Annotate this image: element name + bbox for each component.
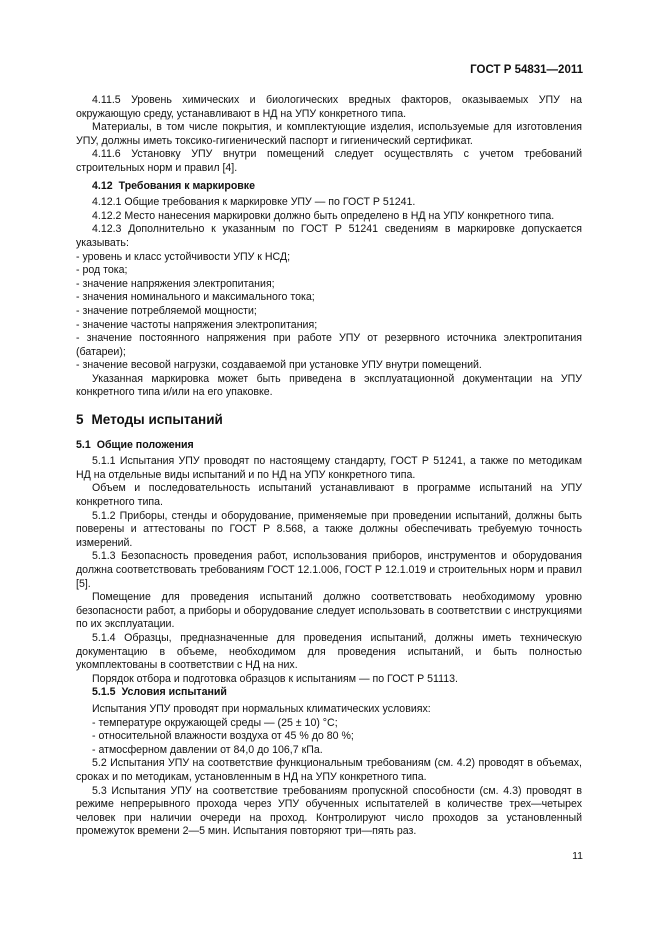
list-item: - относительной влажности воздуха от 45 % до 80 %;	[92, 730, 354, 743]
section-number: 4.12	[92, 179, 113, 192]
section-heading-4-12	[76, 180, 582, 194]
section-heading-5-1-5	[76, 686, 582, 700]
list-item: - температуре окружающей среды — (25 ± 10) °С;	[92, 716, 338, 729]
paragraph-5-1-4-b: Порядок отбора и подготовка образцов к испытаниям — по ГОСТ Р 51113.	[92, 672, 458, 685]
list-item: - значение частоты напряжения электропитания;	[76, 318, 318, 331]
document-header: ГОСТ Р 54831—2011	[470, 64, 583, 76]
section-number: 5.1	[76, 438, 91, 451]
section-title: Требования к маркировке	[118, 179, 255, 192]
paragraph-conditions-intro: Испытания УПУ проводят при нормальных климатических условиях:	[92, 702, 431, 715]
paragraph-4-12-1: 4.12.1 Общие требования к маркировке УПУ — по ГОСТ Р 51241.	[92, 196, 416, 209]
list-item: - значение потребляемой мощности;	[76, 304, 257, 317]
page-number: 11	[572, 850, 583, 862]
paragraph-4-11-6: 4.11.6 Установку УПУ внутри помещений следует осуществлять с учетом требований строительных норм и правил [4].	[76, 148, 582, 174]
paragraph-materials: Материалы, в том числе покрытия, и комплектующие изделия, используемые для изготовления УПУ, должны иметь токсико-гигиенический паспорт и гигиенический сертификат.	[76, 121, 582, 147]
paragraph-5-3: 5.3 Испытания УПУ на соответствие требованиям пропускной способности (см. 4.3) проводят в режиме непрерывного прохода через УПУ обученных испытателей в количестве трех—четырех человек при наличии очереди на проход. Контролируют число проходов за установленный промежуток времени 2—5 мин. Испытания повторяют три—пять раз.	[76, 784, 582, 838]
list-item: - род тока;	[76, 264, 128, 277]
chapter-title: Методы испытаний	[91, 412, 223, 428]
list-item: - значение весовой нагрузки, создаваемой при установке УПУ внутри помещений.	[76, 359, 482, 372]
paragraph-marking-note: Указанная маркировка может быть приведена в эксплуатационной документации на УПУ конкретного типа и/или на его упаковке.	[76, 372, 582, 399]
paragraph-4-12-2: 4.12.2 Место нанесения маркировки должно быть определено в НД на УПУ конкретного типа.	[92, 209, 555, 222]
list-item: - уровень и класс устойчивости УПУ к НСД;	[76, 250, 291, 263]
section-title: Общие положения	[96, 438, 194, 451]
paragraph-5-1-2: 5.1.2 Приборы, стенды и оборудование, применяемые при проведении испытаний, должны быть поверены и аттестованы по ГОСТ Р 8.568, а также должны обеспечивать требуемую точность измерений.	[76, 509, 582, 549]
list-item: - значения номинального и максимального тока;	[76, 291, 315, 304]
paragraph-4-11-5: 4.11.5 Уровень химических и биологических вредных факторов, оказываемых УПУ на окружающую среду, устанавливают в НД на УПУ конкретного типа.	[76, 94, 582, 120]
list-item: - атмосферном давлении от 84,0 до 106,7 кПа.	[92, 743, 323, 756]
paragraph-5-1-3-b: Помещение для проведения испытаний должно соответствовать необходимому уровню безопасности работ, а приборы и оборудование следует использовать в соответствии с инструкциями по их эксплуатации.	[76, 591, 582, 631]
chapter-heading-5	[76, 413, 582, 427]
list-item: - значение постоянного напряжения при работе УПУ от резервного источника электропитания (батареи);	[76, 332, 582, 358]
paragraph-5-1-3: 5.1.3 Безопасность проведения работ, использования приборов, инструментов и оборудования должна соответствовать требованиям ГОСТ 12.1.006, ГОСТ Р 12.1.019 и строительных норм и правил [5].	[76, 550, 582, 590]
paragraph-5-1-1-b: Объем и последовательность испытаний устанавливают в программе испытаний на УПУ конкретного типа.	[76, 482, 582, 509]
document-body	[76, 94, 582, 839]
section-title: Условия испытаний	[121, 686, 227, 699]
list-item: - значение напряжения электропитания;	[76, 277, 275, 290]
paragraph-4-12-3: 4.12.3 Дополнительно к указанным по ГОСТ Р 51241 сведениям в маркировке допускается указывать:	[76, 223, 582, 249]
paragraph-5-1-4: 5.1.4 Образцы, предназначенные для проведения испытаний, должны иметь техническую документацию в объеме, необходимом для проведения испытаний, и быть полностью укомплектованы в соответствии с НД на них.	[76, 631, 582, 672]
paragraph-5-1-1: 5.1.1 Испытания УПУ проводят по настоящему стандарту, ГОСТ Р 51241, а также по методикам НД на отдельные виды испытаний и по НД на УПУ конкретного типа.	[76, 455, 582, 481]
section-heading-5-1	[76, 439, 582, 453]
section-number: 5.1.5	[92, 686, 116, 699]
paragraph-5-2: 5.2 Испытания УПУ на соответствие функциональным требованиям (см. 4.2) проводят в объемах, сроках и по методикам, установленным в НД на УПУ конкретного типа.	[76, 757, 582, 783]
chapter-number: 5	[76, 412, 84, 428]
